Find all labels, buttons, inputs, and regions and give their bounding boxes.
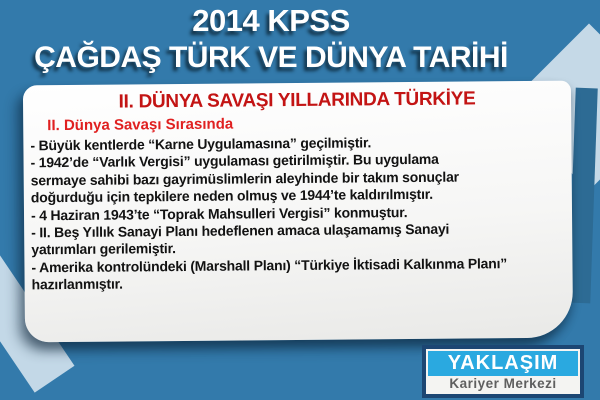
logo-brand-name: YAKLAŞIM: [428, 351, 578, 376]
slide-header: [0, 2, 600, 75]
bullet-item-3: - 4 Haziran 1943’te “Toprak Mahsulleri Vergisi” konmuştur.: [30, 203, 408, 223]
bullet-item-2: - 1942’de “Varlık Vergisi” uygulaması getirilmiştir. Bu uygulama sermaye sahibi bazı gayrimüslimlerin aleyhinde bir takım sonuçlar doğurduğu için tepkilere neden olmuş ve 1944’te kaldırılmıştır.: [30, 151, 459, 206]
header-course-title: ÇAĞDAŞ TÜRK VE DÜNYA TARİHİ: [34, 41, 508, 74]
bullet-list: [30, 133, 572, 294]
yaklasim-logo-frame: [426, 349, 580, 394]
bullet-item-4: - II. Beş Yıllık Sanayi Planı hedeflenen amaca ulaşamamış Sanayi yatırımları gerilemiştir.: [31, 220, 450, 258]
content-card: [23, 81, 573, 343]
bullet-item-1: - Büyük kentlerde “Karne Uygulamasına” geçilmiştir.: [30, 134, 372, 154]
page-title: II. DÜNYA SAVAŞI YILLARINDA TÜRKİYE: [118, 88, 476, 113]
yaklasim-logo: [422, 345, 584, 398]
bullet-item-5: - Amerika kontrolündeki (Marshall Planı) “Türkiye İktisadi Kalkınma Planı” hazırlanmıştır.: [31, 255, 508, 293]
logo-tagline: Kariyer Merkezi: [449, 376, 557, 391]
section-subtitle: II. Dünya Savaşı Sırasında: [47, 115, 234, 135]
header-exam-title: 2014 KPSS: [192, 3, 350, 38]
